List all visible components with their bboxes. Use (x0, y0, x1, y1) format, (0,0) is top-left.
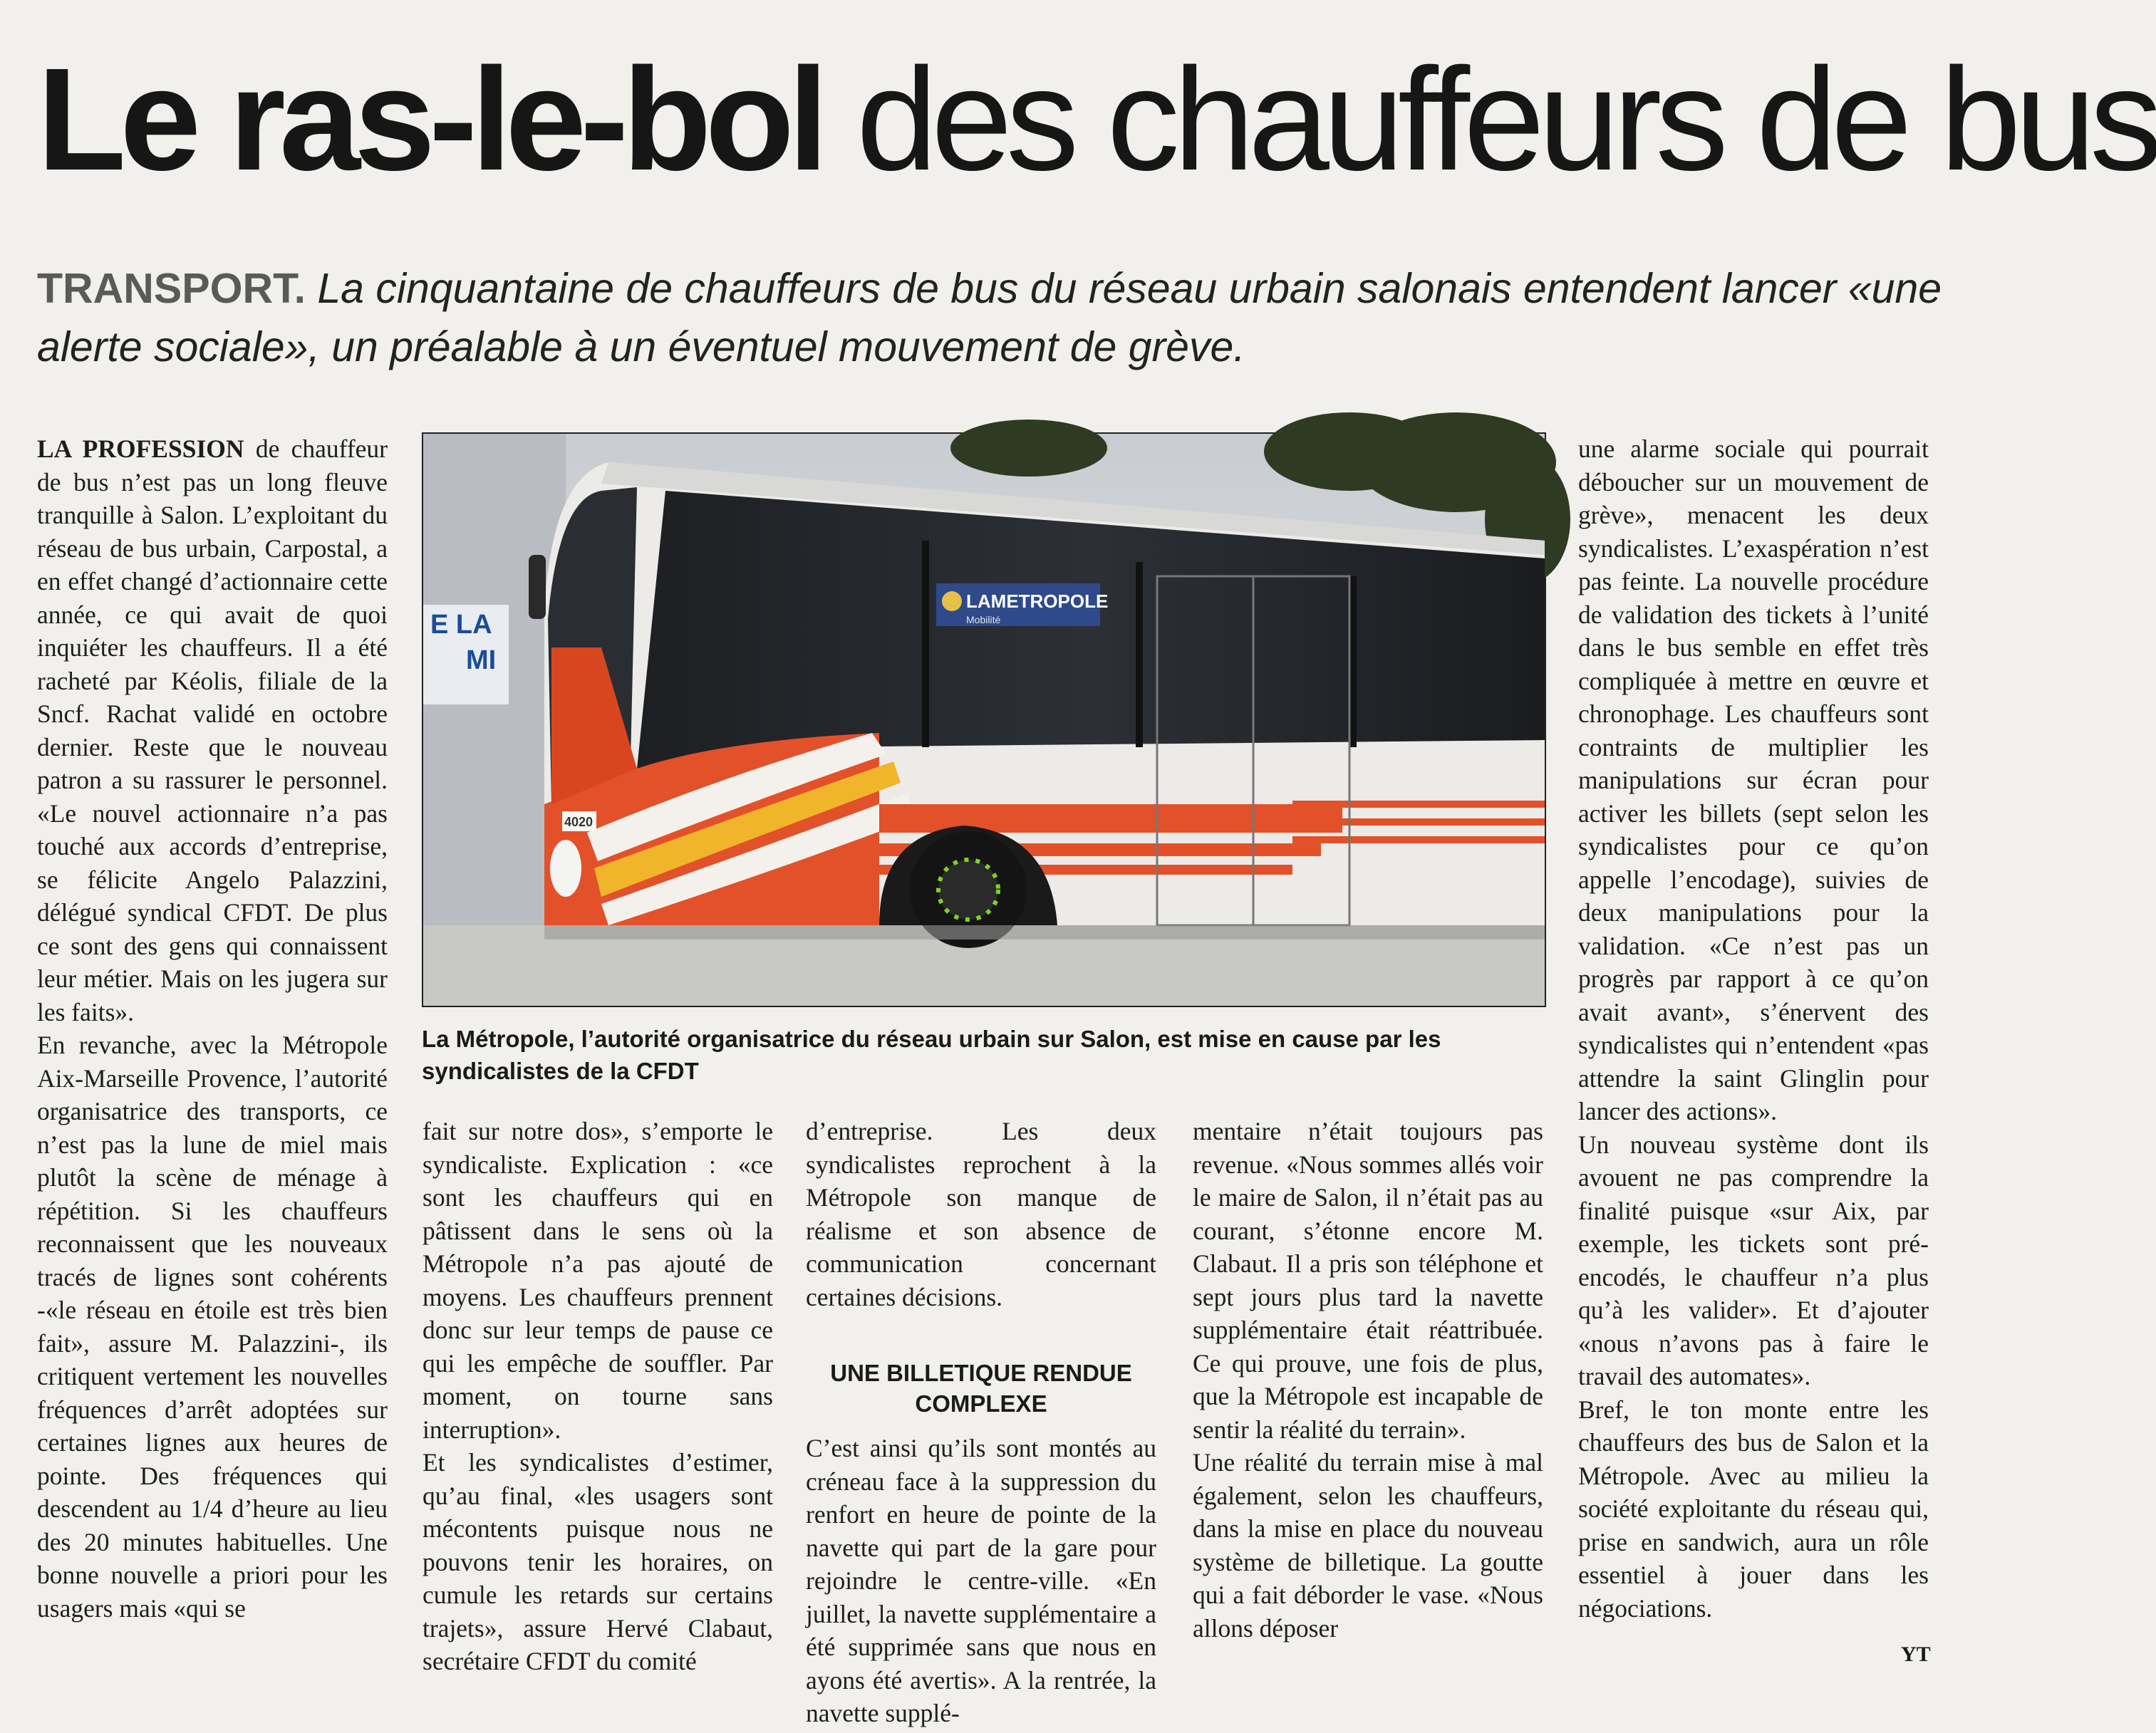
column-2 (423, 1115, 773, 1678)
bus-photo (422, 432, 1546, 1007)
column-3 (806, 1115, 1156, 1730)
paragraph: d’entreprise. Les deux syndicalistes reprochent à la Métropole son manque de réalisme et son absence de communication concernant certaines décisions. (806, 1117, 1156, 1311)
paragraph: une alarme sociale qui pourrait déboucher sur un mouvement de grève», menacent les deux syndicalistes. L’exaspération n’est pas feinte. La nouvelle procédure de validation des tickets à l’unité dans le bus semble en effet très compliquée à mettre en œuvre et chronophage. Les chauffeurs sont contraints de multiplier les manipulations sur écran pour activer les billets (sept selon les syndicalistes pour ce qu’on appelle l’encodage), suivies de deux manipulations pour la validation. «Ce n’est pas un progrès par rapport à ce qu’on avait avant», s’énervent des syndicalistes qui n’entendent «pas attendre la saint Glinglin pour lancer des actions». (1578, 434, 1929, 1125)
paragraph: Bref, le ton monte entre les chauffeurs des bus de Salon et la Métropole. Avec au milieu la société exploitante du réseau qui, prise en sandwich, aura un rôle essentiel à jouer dans les négociations. (1578, 1395, 1929, 1623)
paragraph: Une réalité du terrain mise à mal également, selon les chauffeurs, dans la mise en place du nouveau système de billetique. La goutte qui a fait déborder le vase. «Nous allons déposer (1193, 1448, 1543, 1643)
headline (37, 38, 2156, 201)
svg-text:MI: MI (466, 645, 497, 675)
headlight (550, 840, 581, 897)
paragraph: En revanche, avec la Métropole Aix-Marseille Provence, l’autorité organisatrice des transports, ce n’est pas la lune de miel mais plutôt la scène de ménage à répétition. Si les chauffeurs reconnaissent que les nouveaux tracés de lignes sont cohérents -«le réseau en étoile est très bien fait», assure M. Palazzini-, ils critiquent vertement les nouvelles fréquences d’arrêt adoptées sur certaines lignes aux heures de pointe. Des fréquences qui descendent au 1/4 d’heure au lieu des 20 minutes habituelles. Une bonne nouvelle a priori pour les usagers mais «qui se (37, 1031, 388, 1623)
column-1 (37, 432, 388, 1625)
paragraph: C’est ainsi qu’ils sont montés au créneau face à la suppression du renfort en heure de pointe de la navette qui part de la gare pour rejoindre le centre-ville. «En juillet, la navette supplémentaire a été supprimée sans que nous en ayons été avertis». A la rentrée, la navette supplé- (806, 1434, 1156, 1727)
column-5 (1578, 432, 1929, 1625)
paragraph: Un nouveau système dont ils avouent ne pas comprendre la finalité puisque «sur Aix, par exemple, les tickets sont pré-encodés, le chauffeur n’a plus qu’à les valider». Et d’ajouter «nous n’avons pas à faire le travail des automates». (1578, 1130, 1929, 1390)
subheading: UNE BILLETIQUE RENDUE COMPLEXE (830, 1360, 1132, 1417)
paragraph-text: de chauffeur de bus n’est pas un long fleuve tranquille à Salon. L’exploitant du réseau de bus urbain, Carpostal, a en effet changé d’actionnaire cette année, ce qui avait de quoi inquiéter les chauffeurs. Il a été racheté par Kéolis, filiale de la Sncf. Rachat validé en octobre dernier. Reste que le nouveau patron a su rassurer le personnel. «Le nouvel actionnaire n’a pas touché aux accords d’entreprise, se félicite Angelo Palazzini, délégué syndical CFDT. De plus ce sont des gens qui connaissent leur métier. Mais on les jugera sur les faits». (37, 434, 388, 1026)
paragraph (37, 432, 388, 1029)
author-signature: YT (1901, 1643, 1931, 1666)
deck-text: La cinquantaine de chauffeurs de bus du réseau urbain salonais entendent lancer «une alerte sociale», un préalable à un éventuel mouvement de grève. (37, 265, 1942, 370)
column-4 (1193, 1115, 1543, 1645)
paragraph: mentaire n’était toujours pas revenue. «Nous sommes allés voir le maire de Salon, il n’était pas au courant, s’étonne encore M. Clabaut. Il a pris son téléphone et sept jours plus tard la navette supplémentaire était réattribuée. Ce qui prouve, une fois de plus, que la Métropole est incapable de sentir la réalité du terrain». (1193, 1117, 1543, 1444)
bus-logo-sub: Mobilité (966, 614, 1001, 625)
bus-logo-text: LAMETROPOLE (966, 590, 1109, 612)
bus-number: 4020 (564, 815, 594, 829)
mirror (529, 555, 546, 619)
headline-bold: Le ras-le-bol (37, 38, 822, 201)
svg-text:E LA: E LA (430, 610, 492, 640)
bus-illustration (423, 434, 1545, 1006)
paragraph: fait sur notre dos», s’emporte le syndicaliste. Explication : «ce sont les chauffeurs qui en pâtissent dans le sens où la Métropole n’a pas ajouté de moyens. Les chauffeurs prennent donc sur leur temps de pause ce qui les empêche de souffler. Par moment, on tourne sans interruption». (423, 1117, 773, 1444)
paragraph: Et les syndicalistes d’estimer, qu’au final, «les usagers sont mécontents puisque nous ne pouvons tenir les horaires, on cumule les retards sur certains trajets», assure Hervé Clabaut, secrétaire CFDT du comité (423, 1448, 773, 1675)
headline-rest: des chauffeurs de bus (822, 38, 2156, 201)
deck-kicker: TRANSPORT. (37, 265, 306, 312)
deck (37, 259, 1947, 376)
lead-in: LA PROFESSION (37, 434, 244, 463)
photo-caption: La Métropole, l’autorité organisatrice du réseau urbain sur Salon, est mise en cause par les syndicalistes de la CFDT (422, 1026, 1441, 1084)
